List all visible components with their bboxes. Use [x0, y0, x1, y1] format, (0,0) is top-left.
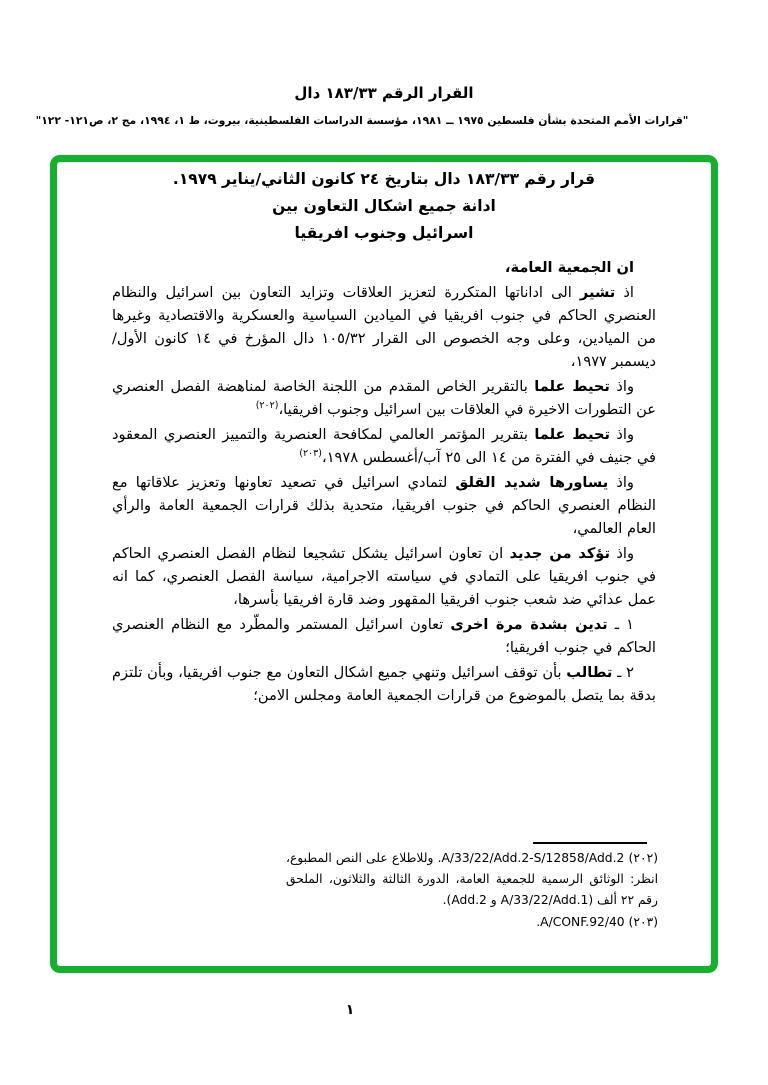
body-paragraph: اذ تشير الى اداناتها المتكررة لتعزيز العلاقات وتزايد التعاون بين اسرائيل والنظام العنصري الحاكم في جنوب افريقيا في الميادين السياسية والعسكرية والاقتصادية وغيرها من الميادين، وعلى وجه الخصوص الى القرار ١٠٥/٣٢ دال المؤرخ في ١٤ كانون الأول/ديسمبر ١٩٧٧، [112, 284, 656, 370]
body-paragraph: واذ تحيط علما بتقرير المؤتمر العالمي لمكافحة العنصرية والتمييز العنصري المعقود في جنيف في الفترة من ١٤ الى ٢٥ آب/أغسطس ١٩٧٨،$^{(٢٠٣)}$ [112, 426, 656, 466]
paragraph-list [112, 256, 656, 707]
footnote-203: (٢٠٣) A/CONF.92/40. [536, 915, 658, 929]
footnote-divider [533, 842, 647, 844]
source-citation: "قرارات الأمم المتحدة بشأن فلسطين ١٩٧٥ ــ ١٩٨١، مؤسسة الدراسات الفلسطينية، بيروت، ط ١، ١٩٩٤، مج ٢، ص١٢١- ١٢٢" [35, 114, 689, 127]
body-paragraph: ١ ـ تدين بشدة مرة اخرى تعاون اسرائيل المستمر والمطّرد مع النظام العنصري الحاكم في جنوب افريقيا؛ [112, 616, 656, 656]
body-paragraph: واذ تحيط علما بالتقرير الخاص المقدم من اللجنة الخاصة لمناهضة الفصل العنصري عن التطورات الاخيرة في العلاقات بين اسرائيل وجنوب افريقيا،$^{(٢٠٢)}$ [112, 378, 656, 418]
footnote-202: (٢٠٢) A/33/22/Add.2-S/12858/Add.2. وللاطلاع على النص المطبوع، انظر: الوثائق الرسمية للجمعية العامة، الدورة الثالثة والثلاثون، الملحق رقم ٢٢ ألف (A/33/22/Add.1 و Add.2). [286, 851, 658, 907]
body-paragraph: ان الجمعية العامة، [504, 259, 634, 276]
resolution-heading-line: ادانة جميع اشكال التعاون بين [272, 197, 496, 215]
resolution-heading [112, 166, 656, 247]
body-paragraph: واذ يساورها شديد القلق لتمادي اسرائيل في تصعيد تعاونها وتعزيز علاقاتها مع النظام العنصري الحاكم في جنوب افريقيا، متحدية بذلك قرارات الجمعية العامة والرأي العام العالمي، [112, 474, 656, 537]
resolution-heading-line: اسرائيل وجنوب افريقيا [294, 224, 474, 242]
document-title: القرار الرقم ١٨٣/٣٣ دال [294, 84, 474, 102]
page-number: ١ [345, 1002, 355, 1018]
resolution-content [112, 166, 656, 709]
resolution-heading-line: قرار رقم ١٨٣/٣٣ دال بتاريخ ٢٤ كانون الثاني/يناير ١٩٧٩. [172, 170, 596, 188]
body-paragraph: واذ تؤكد من جديد ان تعاون اسرائيل يشكل تشجيعا لنظام الفصل العنصري الحاكم في جنوب افريقيا على التمادي في سياسته الاجرامية، سياسة الفصل العنصري، كما انه عمل عدائي ضد شعب جنوب افريقيا المقهور وضد قارة افريقيا بأسرها، [112, 545, 656, 608]
footnote-block [286, 848, 658, 933]
body-paragraph: ٢ ـ تطالب بأن توقف اسرائيل وتنهي جميع اشكال التعاون مع جنوب افريقيا، وبأن تلتزم بدقة بما يتصل بالموضوع من قرارات الجمعية العامة ومجلس الامن؛ [112, 664, 656, 704]
